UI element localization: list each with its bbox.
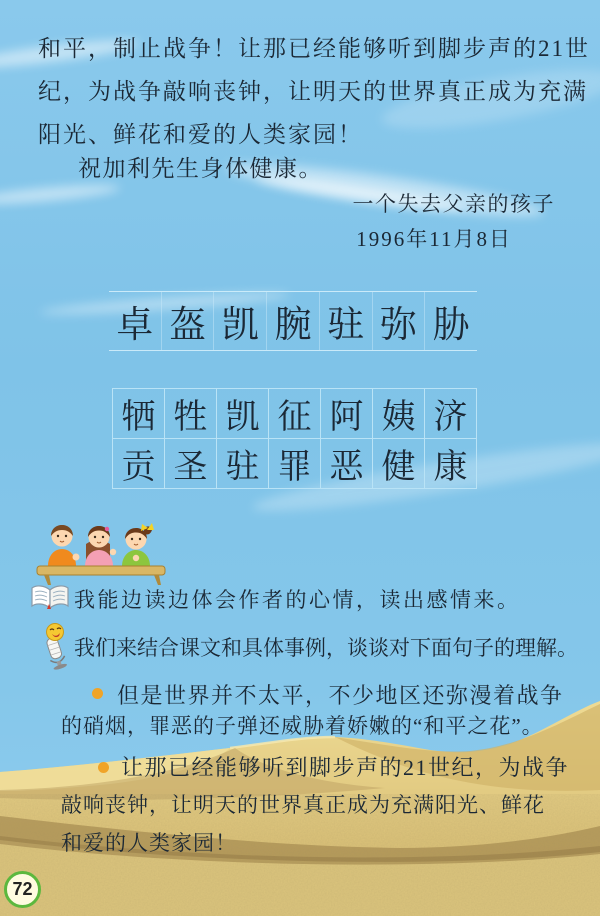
open-book-icon	[30, 584, 70, 611]
quote-line: 但是世界并不太平，不少地区还弥漫着战争	[117, 683, 564, 708]
activity-text: 我们来结合课文和具体事例，谈谈对下面句子的理解。	[74, 636, 578, 660]
character-cell: 牺	[113, 389, 165, 439]
character-practice-row	[109, 291, 477, 351]
quote-line: 的硝烟，罪恶的子弹还威胁着娇嫩的“和平之花”。	[61, 714, 544, 738]
activity-text: 我能边读边体会作者的心情，读出感情来。	[74, 588, 521, 612]
letter-body	[38, 27, 590, 156]
character-cell: 凯	[217, 389, 269, 439]
character-cell: 胁	[424, 292, 477, 350]
character-cell: 罪	[269, 439, 321, 489]
letter-wish-line: 祝加利先生身体健康。	[78, 156, 323, 181]
character-cell: 恶	[321, 439, 373, 489]
character-cell: 姨	[373, 389, 425, 439]
letter-date: 1996年11月8日	[356, 227, 512, 251]
quote-line: 和爱的人类家园！	[61, 831, 237, 855]
character-cell: 弥	[372, 292, 425, 350]
character-cell: 阿	[321, 389, 373, 439]
letter-line: 纪，为战争敲响丧钟，让明天的世界真正成为充满	[38, 79, 588, 104]
bullet-dot	[98, 762, 109, 773]
letter-signature: 一个失去父亲的孩子	[352, 192, 555, 216]
letter-line: 阳光、鲜花和爱的人类家园！	[38, 122, 363, 147]
cloud-streak	[0, 181, 120, 207]
character-cell: 腕	[266, 292, 319, 350]
character-cell: 贡	[113, 439, 165, 489]
character-cell: 征	[269, 389, 321, 439]
quote-line: 敲响丧钟，让明天的世界真正成为充满阳光、鲜花	[61, 793, 545, 817]
character-cell: 驻	[319, 292, 372, 350]
letter-line: 和平，制止战争！让那已经能够听到脚步声的21世	[38, 36, 590, 61]
character-cell: 康	[425, 439, 477, 489]
character-cell: 健	[373, 439, 425, 489]
character-cell: 牲	[165, 389, 217, 439]
character-cell: 济	[425, 389, 477, 439]
bullet-dot	[92, 688, 103, 699]
children-reading-illustration	[36, 514, 166, 586]
character-cell: 驻	[217, 439, 269, 489]
character-practice-grid	[112, 388, 477, 489]
character-cell: 卓	[116, 305, 154, 346]
character-cell: 凯	[213, 292, 266, 350]
microphone-icon	[36, 622, 70, 670]
quote-line: 让那已经能够听到脚步声的21世纪，为战争	[121, 755, 570, 780]
character-cell: 盔	[161, 292, 214, 350]
page-number-badge: 72	[4, 871, 41, 908]
character-cell: 圣	[165, 439, 217, 489]
